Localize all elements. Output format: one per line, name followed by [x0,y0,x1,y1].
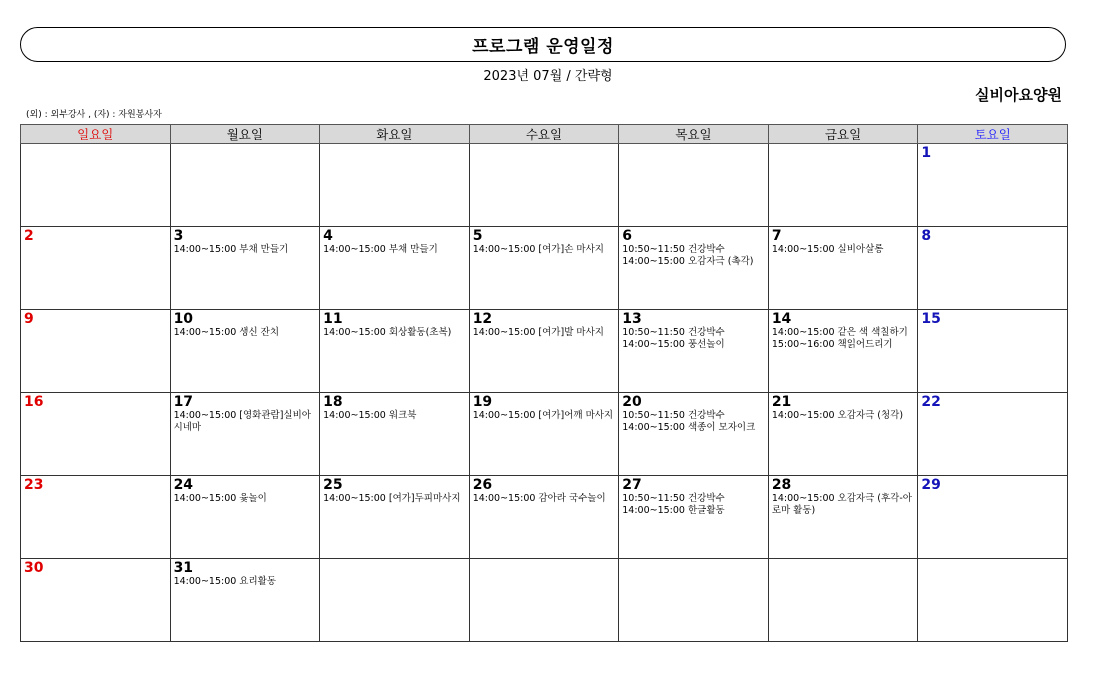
day-number: 21 [771,394,792,410]
weekday-header-row [21,125,1068,144]
program-event: 14:00~15:00 [영화관람]실비아시네마 [173,410,311,433]
program-event: 15:00~16:00 책읽어드리기 [771,339,893,350]
program-event: 14:00~15:00 풍선놀이 [622,339,725,350]
day-number: 31 [173,560,194,576]
page-title: 프로그램 운영일정 [20,27,1066,62]
day-number: 12 [472,311,493,327]
day-number: 28 [771,477,792,493]
day-cell [21,310,171,393]
legend-note: (외) : 외부강사 , (자) : 자원봉사자 [26,110,162,120]
day-cell [170,144,320,227]
day-cell [918,559,1068,642]
day-cell [469,144,619,227]
day-cell [918,227,1068,310]
day-cell [918,393,1068,476]
day-cell [170,476,320,559]
program-event: 14:00~15:00 한글활동 [622,505,725,516]
day-number: 15 [921,311,941,327]
program-event: 10:50~11:50 건강박수 [622,244,725,255]
program-event: 14:00~15:00 실비아살롱 [771,244,884,255]
organization-name: 실비아요양원 [975,86,1062,104]
weekday-header: 월요일 [170,125,320,144]
day-cell [619,310,769,393]
day-cell [21,227,171,310]
day-cell [320,144,470,227]
day-cell [21,476,171,559]
program-event: 10:50~11:50 건강박수 [622,327,725,338]
day-cell [320,227,470,310]
day-number: 22 [921,394,941,410]
day-cell [768,559,918,642]
day-number: 17 [173,394,194,410]
day-cell [170,227,320,310]
day-cell [619,144,769,227]
day-cell [170,310,320,393]
day-cell [469,476,619,559]
day-number: 14 [771,311,792,327]
day-cell [320,559,470,642]
program-event: 14:00~15:00 같은 색 색칠하기 [771,327,908,338]
day-number: 13 [622,311,642,327]
program-event: 14:00~15:00 오감자극 (후각-아로마 활동) [771,493,912,516]
day-cell [21,393,171,476]
day-number: 1 [921,145,932,161]
week-row [21,227,1068,310]
program-event: 14:00~15:00 감아라 국수놀이 [472,493,606,504]
program-event: 14:00~15:00 [여가]어깨 마사지 [472,410,614,421]
weekday-header: 수요일 [469,125,619,144]
day-cell [768,144,918,227]
day-cell [469,559,619,642]
program-event: 14:00~15:00 오감자극 (촉각) [622,256,754,267]
day-number: 23 [24,477,44,493]
week-row [21,144,1068,227]
day-number: 11 [323,311,343,327]
calendar-body [21,144,1068,642]
day-number: 18 [323,394,343,410]
program-event: 14:00~15:00 워크북 [323,410,417,421]
day-cell [170,393,320,476]
day-number: 16 [24,394,44,410]
day-cell [619,476,769,559]
day-number: 2 [24,228,34,244]
day-number: 4 [323,228,333,244]
day-cell [768,227,918,310]
day-cell [918,144,1068,227]
calendar-table [20,124,1068,642]
day-cell [320,476,470,559]
day-number: 19 [472,394,493,410]
weekday-header: 화요일 [320,125,470,144]
program-event: 14:00~15:00 생신 잔치 [173,327,280,338]
day-cell [469,393,619,476]
day-number: 3 [173,228,184,244]
day-cell [619,559,769,642]
day-number: 27 [622,477,642,493]
program-event: 14:00~15:00 부채 만들기 [323,244,438,255]
day-number: 30 [24,560,44,576]
day-number: 5 [472,228,483,244]
day-number: 25 [323,477,343,493]
weekday-header: 금요일 [768,125,918,144]
day-cell [469,227,619,310]
day-cell [21,144,171,227]
day-cell [170,559,320,642]
day-cell [619,227,769,310]
program-event: 14:00~15:00 요리활동 [173,576,277,587]
program-event: 10:50~11:50 건강박수 [622,493,725,504]
day-cell [619,393,769,476]
program-event: 14:00~15:00 [여가]손 마사지 [472,244,604,255]
week-row [21,393,1068,476]
day-number: 6 [622,228,632,244]
page-subtitle: 2023년 07월 / 간략형 [483,69,613,84]
program-event: 14:00~15:00 색종이 모자이크 [622,422,756,433]
day-number: 9 [24,311,34,327]
program-event: 14:00~15:00 [여가]두피마사지 [323,493,461,504]
day-number: 8 [921,228,932,244]
week-row [21,559,1068,642]
day-cell [918,310,1068,393]
weekday-header: 목요일 [619,125,769,144]
weekday-header: 토요일 [918,125,1068,144]
day-cell [918,476,1068,559]
day-number: 26 [472,477,493,493]
day-number: 29 [921,477,941,493]
day-cell [320,310,470,393]
day-number: 7 [771,228,782,244]
day-cell [21,559,171,642]
day-number: 24 [173,477,194,493]
program-event: 14:00~15:00 [여가]발 마사지 [472,327,604,338]
day-cell [768,393,918,476]
day-cell [320,393,470,476]
day-number: 20 [622,394,642,410]
program-event: 14:00~15:00 회상활동(초복) [323,327,452,338]
day-number: 10 [173,311,194,327]
program-event: 14:00~15:00 부채 만들기 [173,244,289,255]
week-row [21,476,1068,559]
week-row [21,310,1068,393]
weekday-header: 일요일 [21,125,171,144]
program-event: 14:00~15:00 오감자극 (청각) [771,410,904,421]
day-cell [768,476,918,559]
day-cell [768,310,918,393]
program-event: 14:00~15:00 윷놀이 [173,493,267,504]
day-cell [469,310,619,393]
program-event: 10:50~11:50 건강박수 [622,410,725,421]
